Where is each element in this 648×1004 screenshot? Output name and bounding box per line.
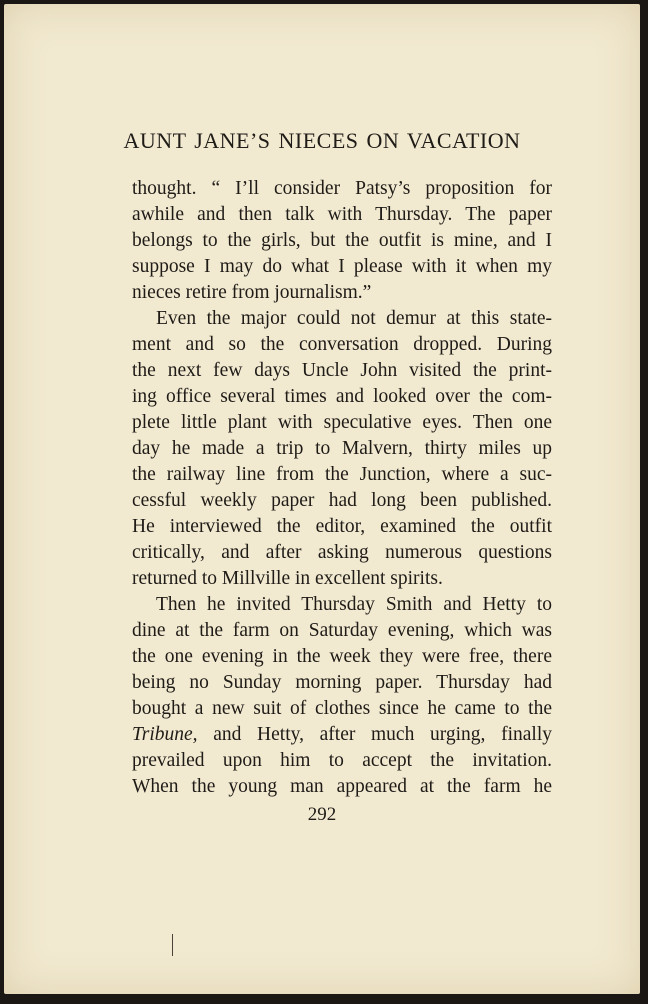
- text-line: [132, 722, 552, 748]
- running-head: AUNT JANE’S NIECES ON VACATION: [123, 128, 521, 153]
- text-line: bought a new suit of clothes since he came to the: [132, 698, 552, 719]
- text-line: the one evening in the week they were free, there: [132, 646, 552, 667]
- book-page: [4, 4, 640, 994]
- text-line: cessful weekly paper had long been published.: [132, 490, 552, 511]
- text-line: day he made a trip to Malvern, thirty miles up: [132, 438, 552, 459]
- text-line: nieces retire from journalism.”: [132, 282, 372, 303]
- body-text: [132, 176, 552, 800]
- text-line: ing office several times and looked over the com-: [132, 386, 552, 407]
- page-number: 292: [307, 804, 337, 825]
- text-line: ment and so the conversation dropped. During: [132, 334, 552, 355]
- text-line: returned to Millville in excellent spirits.: [132, 568, 443, 589]
- text-line: awhile and then talk with Thursday. The paper: [132, 204, 552, 225]
- text-line: He interviewed the editor, examined the outfit: [132, 516, 552, 537]
- text-span: and Hetty, after much urging, finally: [197, 724, 552, 745]
- text-line: When the young man appeared at the farm he: [132, 776, 552, 797]
- italic-title: Tribune,: [132, 724, 198, 745]
- text-line: Even the major could not demur at this state-: [156, 308, 552, 329]
- text-line: prevailed upon him to accept the invitation.: [132, 750, 552, 771]
- text-line: Then he invited Thursday Smith and Hetty to: [156, 594, 552, 615]
- text-line: dine at the farm on Saturday evening, which was: [132, 620, 552, 641]
- text-line: being no Sunday morning paper. Thursday had: [132, 672, 552, 693]
- text-line: the railway line from the Junction, where a suc-: [132, 464, 552, 485]
- print-mark: [172, 934, 173, 956]
- text-line: plete little plant with speculative eyes. Then one: [132, 412, 552, 433]
- text-line: critically, and after asking numerous questions: [132, 542, 552, 563]
- text-line: suppose I may do what I please with it when my: [132, 256, 552, 277]
- text-line: thought. “ I’ll consider Patsy’s proposition for: [132, 178, 552, 199]
- text-line: belongs to the girls, but the outfit is mine, and I: [132, 230, 552, 251]
- text-line: the next few days Uncle John visited the print-: [132, 360, 552, 381]
